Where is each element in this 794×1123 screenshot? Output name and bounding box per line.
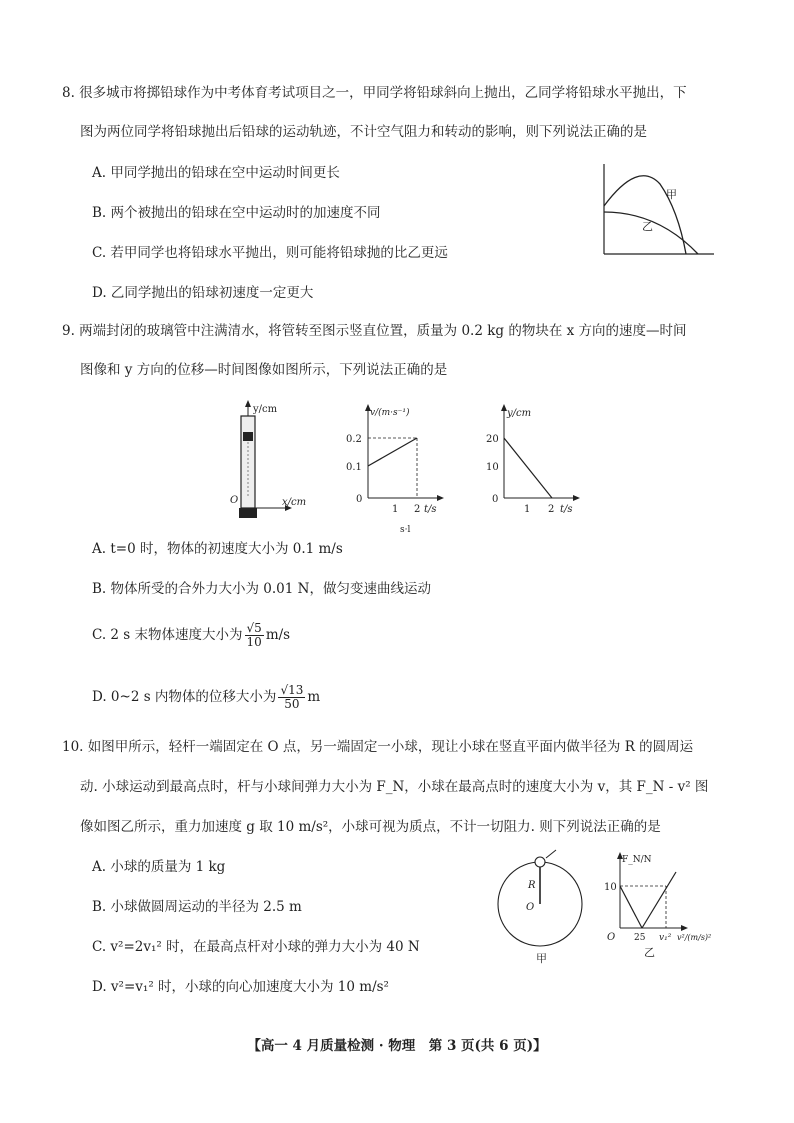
q10-fig-jia-R: R xyxy=(528,880,536,891)
q10-option-c: C. v²=2v₁² 时，在最高点杆对小球的弹力大小为 40 N xyxy=(92,939,420,955)
q9-option-d-text: D. 0~2 s 内物体的位移大小为 xyxy=(92,689,277,705)
q9-fig3-xlabel: t/s xyxy=(560,504,573,515)
q9-fig1-origin: O xyxy=(230,495,239,506)
q10-fig-yi-xtick-25: 25 xyxy=(634,933,646,943)
q8-label-yi: 乙 xyxy=(642,220,653,233)
q9-option-d-denominator: 50 xyxy=(284,697,300,711)
q10-stem-line2: 动. 小球运动到最高点时，杆与小球间弹力大小为 F_N，小球在最高点时的速度大小为 v，其 F_N - v² 图 xyxy=(80,779,709,795)
q10-option-a: A. 小球的质量为 1 kg xyxy=(92,859,226,875)
q10-stem-line1: 10. 如图甲所示，轻杆一端固定在 O 点，另一端固定一小球，现让小球在竖直平面内做半径为 R 的圆周运 xyxy=(62,739,694,755)
q9-option-c-denominator: 10 xyxy=(246,635,262,649)
q8-option-a: A. 甲同学抛出的铅球在空中运动时间更长 xyxy=(92,165,340,181)
q9-option-b: B. 物体所受的合外力大小为 0.01 N，做匀变速曲线运动 xyxy=(92,581,431,597)
q10-fig-yi-ytick: 10 xyxy=(604,882,617,893)
page-footer: 【高一 4 月质量检测 · 物理 第 3 页(共 6 页)】 xyxy=(247,1038,547,1054)
q8-trajectory-figure xyxy=(598,160,718,258)
q9-fig2-ytick-01: 0.1 xyxy=(346,462,362,473)
q9-fig1-ylabel: y/cm xyxy=(253,404,278,415)
q9-velocity-chart xyxy=(340,404,460,536)
q9-fig2-ytick-0: 0 xyxy=(356,494,363,505)
q10-fig-yi-origin: O xyxy=(607,932,616,943)
q9-fig2-xtick-2: 2 xyxy=(414,504,421,515)
q10-fig-yi-line-down xyxy=(620,886,642,928)
q9-fig1-xlabel: x/cm xyxy=(282,497,307,508)
q9-fig3-ytick-0: 0 xyxy=(492,494,499,505)
q9-option-d-fraction xyxy=(278,684,305,711)
q8-stem-line1: 8. 很多城市将掷铅球作为中考体育考试项目之一，甲同学将铅球斜向上抛出，乙同学将铅球水平抛出，下 xyxy=(62,85,687,101)
q10-fig-yi-xlabel: v²/(m/s)² xyxy=(677,933,712,942)
q9-option-c-unit: m/s xyxy=(265,627,291,643)
q9-option-c-numerator: √5 xyxy=(246,621,262,635)
q9-stem-line2: 图像和 y 方向的位移—时间图像如图所示，下列说法正确的是 xyxy=(80,362,448,378)
q8-option-b: B. 两个被抛出的铅球在空中运动时的加速度不同 xyxy=(92,205,381,221)
q10-fig-jia-O: O xyxy=(526,902,535,913)
q10-fig-yi-ylabel: F_N/N xyxy=(622,855,652,865)
q10-fig-yi-caption: 乙 xyxy=(644,946,655,959)
q9-fig3-displacement-line xyxy=(504,438,552,498)
q8-label-jia: 甲 xyxy=(666,188,677,201)
q9-fig2-xlabel: t/s xyxy=(424,504,437,515)
q9-fig3-xtick-2: 2 xyxy=(548,504,555,515)
q10-option-b: B. 小球做圆周运动的半径为 2.5 m xyxy=(92,899,302,915)
q9-fig3-ylabel: y/cm xyxy=(507,408,532,419)
q9-fig2-xtick-1: 1 xyxy=(392,504,399,515)
q10-fig-yi-xtick-v1: v₁² xyxy=(659,933,672,943)
q9-fig3-xtick-1: 1 xyxy=(524,504,531,515)
q10-fig-jia-caption: 甲 xyxy=(536,952,547,965)
q10-fn-v2-chart xyxy=(604,848,744,972)
q10-option-d: D. v²=v₁² 时，小球的向心加速度大小为 10 m/s² xyxy=(92,979,389,995)
q9-option-c-fraction xyxy=(245,622,264,649)
q8-option-d: D. 乙同学抛出的铅球初速度一定更大 xyxy=(92,285,314,301)
q9-option-d-unit: m xyxy=(307,689,321,705)
q9-fig2-ytick-02: 0.2 xyxy=(346,434,362,445)
q10-circle-figure xyxy=(496,848,592,968)
q8-stem-line2: 图为两位同学将铅球抛出后铅球的运动轨迹，不计空气阻力和转动的影响，则下列说法正确的是 xyxy=(80,124,647,140)
q8-option-c: C. 若甲同学也将铅球水平抛出，则可能将铅球抛的比乙更远 xyxy=(92,245,448,261)
q9-tube-figure xyxy=(222,398,322,524)
q9-displacement-chart xyxy=(480,404,590,518)
q9-option-a: A. t=0 时，物体的初速度大小为 0.1 m/s xyxy=(92,541,343,557)
q9-fig3-ytick-10: 10 xyxy=(486,462,499,473)
q9-fig2-velocity-line xyxy=(368,438,417,466)
q9-fig2-caption: s·l xyxy=(400,525,411,535)
q9-fig2-ylabel: v/(m·s⁻¹) xyxy=(370,408,410,418)
q9-option-d xyxy=(92,684,320,711)
q9-stem-line1: 9. 两端封闭的玻璃管中注满清水，将管转至图示竖直位置，质量为 0.2 kg 的物块在 x 方向的速度—时间 xyxy=(62,323,687,339)
q9-option-d-numerator: √13 xyxy=(280,683,304,697)
q9-option-c xyxy=(92,622,290,649)
q9-fig3-ytick-20: 20 xyxy=(486,434,499,445)
q9-option-c-text: C. 2 s 末物体速度大小为 xyxy=(92,627,243,643)
q10-fig-yi-line-up xyxy=(642,872,676,928)
q10-stem-line3: 像如图乙所示，重力加速度 g 取 10 m/s²，小球可视为质点，不计一切阻力. 则下列说法正确的是 xyxy=(80,819,661,835)
